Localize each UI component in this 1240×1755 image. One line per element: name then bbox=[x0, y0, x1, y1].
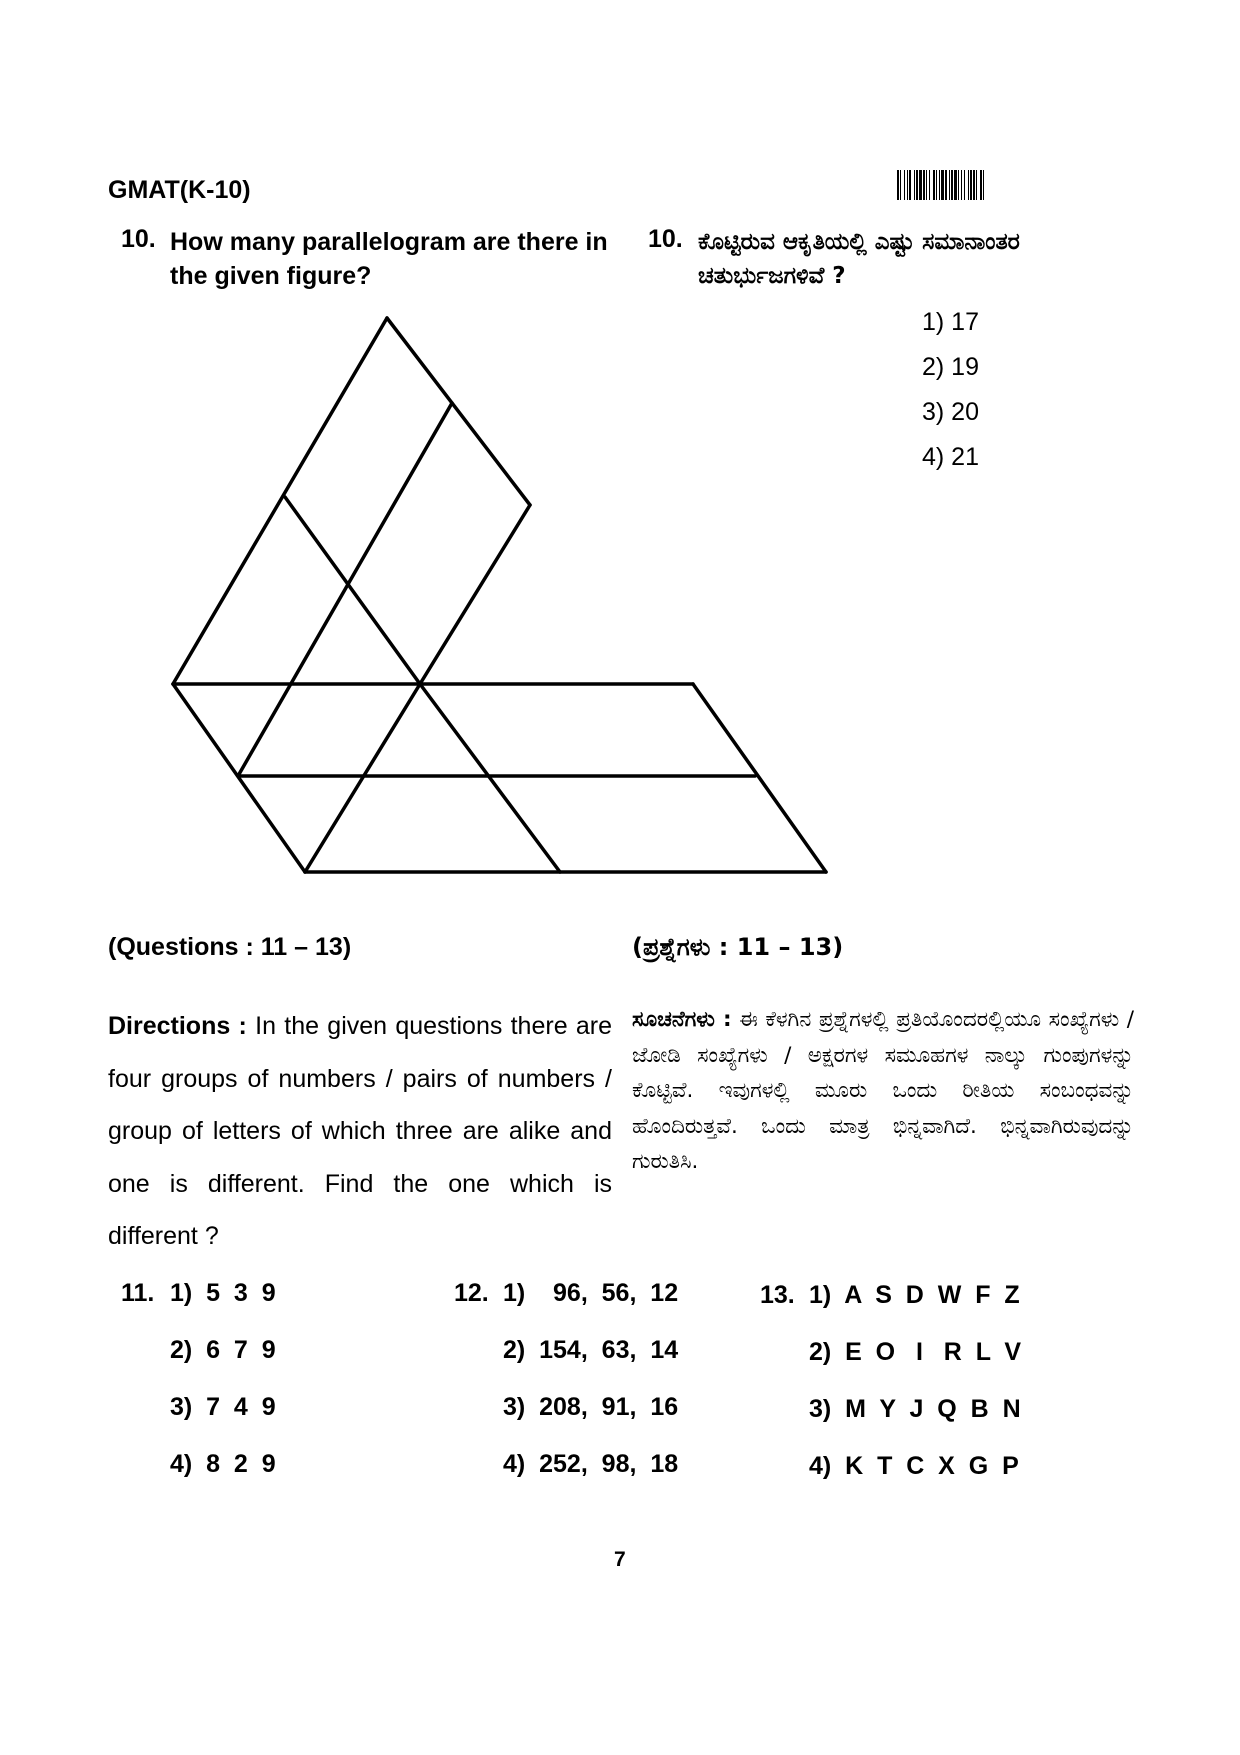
q10-option-1: 1) 17 bbox=[922, 308, 979, 336]
figure-line bbox=[693, 684, 826, 872]
figure-line bbox=[305, 684, 420, 872]
figure-line bbox=[420, 684, 560, 872]
parallelogram-figure bbox=[160, 310, 840, 890]
q12-number: 12. bbox=[454, 1279, 489, 1307]
q12-option-3: 3) 208, 91, 16 bbox=[503, 1393, 679, 1421]
q11-option-3: 3) 7 4 9 bbox=[170, 1393, 276, 1421]
figure-line bbox=[238, 403, 452, 776]
q11-option-4: 4) 8 2 9 bbox=[170, 1450, 276, 1478]
directions-text-kn: ಈ ಕೆಳಗಿನ ಪ್ರಶ್ನೆಗಳಲ್ಲಿ ಪ್ರತಿಯೊಂದರಲ್ಲಿಯೂ ಸಂಖ್ಯೆಗಳು / ಜೋಡಿ ಸಂಖ್ಯೆಗಳು / ಅಕ್ಷರಗಳ ಸಮೂಹಗಳ ನಾಲ್ಕು ಗುಂಪುಗಳನ್ನು ಕೊಟ್ಟಿವೆ. ಇವುಗಳಲ್ಲಿ ಮೂರು ಒಂದು ರೀತಿಯ ಸಂಬಂಧವನ್ನು ಹೊಂದಿರುತ್ತವೆ. ಒಂದು ಮಾತ್ರ ಭಿನ್ನವಾಗಿದೆ. ಭಿನ್ನವಾಗಿರುವುದನ್ನು ಗುರುತಿಸಿ. bbox=[632, 1007, 1134, 1174]
q12-option-4: 4) 252, 98, 18 bbox=[503, 1450, 679, 1478]
q10-number-kn: 10. bbox=[648, 225, 683, 253]
q13-option-3: 3) M Y J Q B N bbox=[809, 1395, 1021, 1423]
directions-en bbox=[108, 1000, 612, 1263]
q10-question-en: How many parallelogram are there in the given figure? bbox=[170, 228, 608, 290]
q10-question-kn: ಕೊಟ್ಟಿರುವ ಆಕೃತಿಯಲ್ಲಿ ಎಷ್ಟು ಸಮಾನಾಂತರ ಚತುರ್ಭುಜಗಳಿವೆ ? bbox=[698, 229, 1020, 289]
barcode-image bbox=[897, 170, 1111, 200]
q10-option-3: 3) 20 bbox=[922, 398, 979, 426]
q13-option-4: 4) K T C X G P bbox=[809, 1452, 1019, 1480]
q10-number: 10. bbox=[121, 225, 156, 253]
figure-line bbox=[420, 505, 530, 684]
q10-option-2: 2) 19 bbox=[922, 353, 979, 381]
q11-option-2: 2) 6 7 9 bbox=[170, 1336, 276, 1364]
directions-label-en: Directions : bbox=[108, 1012, 247, 1040]
q12-option-1: 1) 96, 56, 12 bbox=[503, 1279, 679, 1307]
directions-text-en: In the given questions there are four groups of numbers / pairs of numbers / group of letters of which three are alike and one is different. Find the one which is different ? bbox=[108, 1012, 613, 1250]
questions-range-en: (Questions : 11 – 13) bbox=[108, 933, 352, 961]
q10-option-4: 4) 21 bbox=[922, 443, 979, 471]
page-number: 7 bbox=[614, 1548, 626, 1571]
figure-line bbox=[173, 318, 387, 684]
q13-option-2: 2) E O I R L V bbox=[809, 1338, 1022, 1366]
exam-code: GMAT(K-10) bbox=[108, 176, 251, 204]
q13-option-1: 1) A S D W F Z bbox=[809, 1281, 1020, 1309]
directions-kn bbox=[632, 1002, 1134, 1180]
questions-range-kn: (ಪ್ರಶ್ನೆಗಳು : 11 – 13) bbox=[632, 933, 844, 961]
q11-option-1: 1) 5 3 9 bbox=[170, 1279, 276, 1307]
directions-label-kn: ಸೂಚನೆಗಳು : bbox=[632, 1007, 732, 1032]
figure-line bbox=[173, 684, 305, 872]
q12-option-2: 2) 154, 63, 14 bbox=[503, 1336, 679, 1364]
q13-number: 13. bbox=[760, 1281, 795, 1309]
q11-number: 11. bbox=[121, 1279, 155, 1307]
